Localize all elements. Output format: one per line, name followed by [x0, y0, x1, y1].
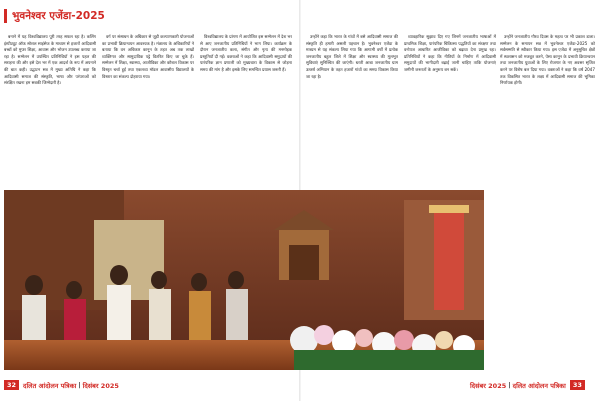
- event-photo: [4, 190, 484, 370]
- article-column-5: [404, 34, 496, 184]
- article-paragraph: विश्वविद्यालय के प्रांगण में आयोजित इस सम्मेलन में देश भर से आए जनजातीय प्रतिनिधियों ने भाग लिया। कार्यक्रम के दौरान जनजातीय कला, संगीत और नृत्य की मनमोहक प्रस्तुतियाँ दी गईं। वक्ताओं ने कहा कि आदिवासी समुदायों की पारंपरिक ज्ञान प्रणाली को मुख्यधारा के विकास से जोड़ना समय की मांग है और इसके लिए समन्वित प्रयास जरूरी हैं।: [200, 34, 292, 72]
- section-title: भुवनेश्वर एजेंडा-2025: [12, 10, 105, 22]
- footer-magazine-name-right: दलित आंदोलन पत्रिका: [512, 381, 566, 390]
- article-paragraph: व्यावहारिक सुझाव दिए गए जिनमें जनजातीय भाषाओं में प्राथमिक शिक्षा, पारंपरिक चिकित्सा पद्धतियों का संरक्षण तथा वनोपज आधारित आजीविका को बढ़ावा देना प्रमुख रहा। प्रतिनिधियों ने कहा कि नीतियों के निर्माण में आदिवासी समुदायों की भागीदारी बढ़ाई जानी चाहिए ताकि योजनाएं जमीनी जरूरतों के अनुरूप बन सकें।: [404, 34, 496, 72]
- page-number-left: 32: [4, 380, 19, 390]
- article-paragraph: उन्होंने कहा कि भारत के गांवों में बसे आदिवासी समाज की संस्कृति ही हमारी असली पहचान है। भुवनेश्वर एजेंडा के माध्यम से यह संकल्प लिया गया कि आगामी वर्षों में प्रत्येक जनजातीय बहुल जिले में शिक्षा और स्वास्थ्य की मूलभूत सुविधाएं सुनिश्चित की जाएंगी। धरती आबा जनजातीय ग्राम उत्कर्ष अभियान के तहत हजारों गांवों का समग्र विकास किया जा रहा है।: [306, 34, 398, 79]
- article-paragraph: बनाने में यह विश्वविद्यालय पूरी तरह सफल रहा है। कलिंग इंस्टीट्यूट ऑफ सोशल साइंसेज के माध्यम से हजारों आदिवासी बच्चों को मुफ्त शिक्षा, आवास और भोजन उपलब्ध कराया जा रहा है। सम्मेलन में उपस्थित प्रतिनिधियों ने इस पहल की सराहना की और इसे देश भर में एक आदर्श के रूप में अपनाने की बात कही। उद्घाटन सत्र में मुख्य अतिथि ने कहा कि आदिवासी समाज की संस्कृति, भाषा और परंपराओं को संरक्षित रखना हम सबकी जिम्मेदारी है।: [4, 34, 96, 86]
- footer-month-left: दिसंबर 2025: [82, 381, 119, 390]
- article-paragraph: उन्होंने जनजातीय गौरव दिवस के महत्व पर भी प्रकाश डाला। सम्मेलन के समापन सत्र में भुवनेश्वर एजेंडा-2025 को सर्वसम्मति से स्वीकार किया गया। इस एजेंडा में अनुसूचित क्षेत्रों में स्वशासन को मजबूत करने, पेसा कानून के प्रभावी क्रियान्वयन तथा जनजातीय युवाओं के लिए रोजगार के नए अवसर सृजित करने पर विशेष बल दिया गया। वक्ताओं ने कहा कि वर्ष 2047 तक विकसित भारत के लक्ष्य में आदिवासी समाज की भूमिका निर्णायक होगी।: [500, 34, 595, 86]
- article-column-3: [200, 34, 292, 184]
- section-header: [4, 8, 134, 24]
- article-column-4: [306, 34, 398, 184]
- footer-divider-right: |: [508, 381, 511, 389]
- article-paragraph: वर्ग पर संसाधन के अधिकार से जुड़ी कल्याणकारी योजनाओं का प्रभावी क्रियान्वयन आवश्यक है। मंत्रालय के अधिकारियों ने बताया कि वन अधिकार कानून के तहत अब तक लाखों व्यक्तिगत और सामुदायिक पट्टे वितरित किए जा चुके हैं। सम्मेलन में शिक्षा, स्वास्थ्य, आजीविका और कौशल विकास पर विस्तृत चर्चा हुई तथा एकलव्य मॉडल आवासीय विद्यालयों के विस्तार का संकल्प दोहराया गया।: [102, 34, 194, 79]
- footer-divider-left: |: [78, 381, 81, 389]
- article-column-2: [102, 34, 194, 184]
- footer-magazine-name-left: दलित आंदोलन पत्रिका: [23, 381, 77, 390]
- header-accent-bar: [4, 9, 7, 23]
- footer-month-right: दिसंबर 2025: [470, 381, 507, 390]
- article-column-1: [4, 34, 96, 184]
- article-column-6: [500, 34, 595, 374]
- footer-left: [4, 378, 119, 392]
- page-number-right: 33: [570, 380, 585, 390]
- footer-right: [470, 378, 585, 392]
